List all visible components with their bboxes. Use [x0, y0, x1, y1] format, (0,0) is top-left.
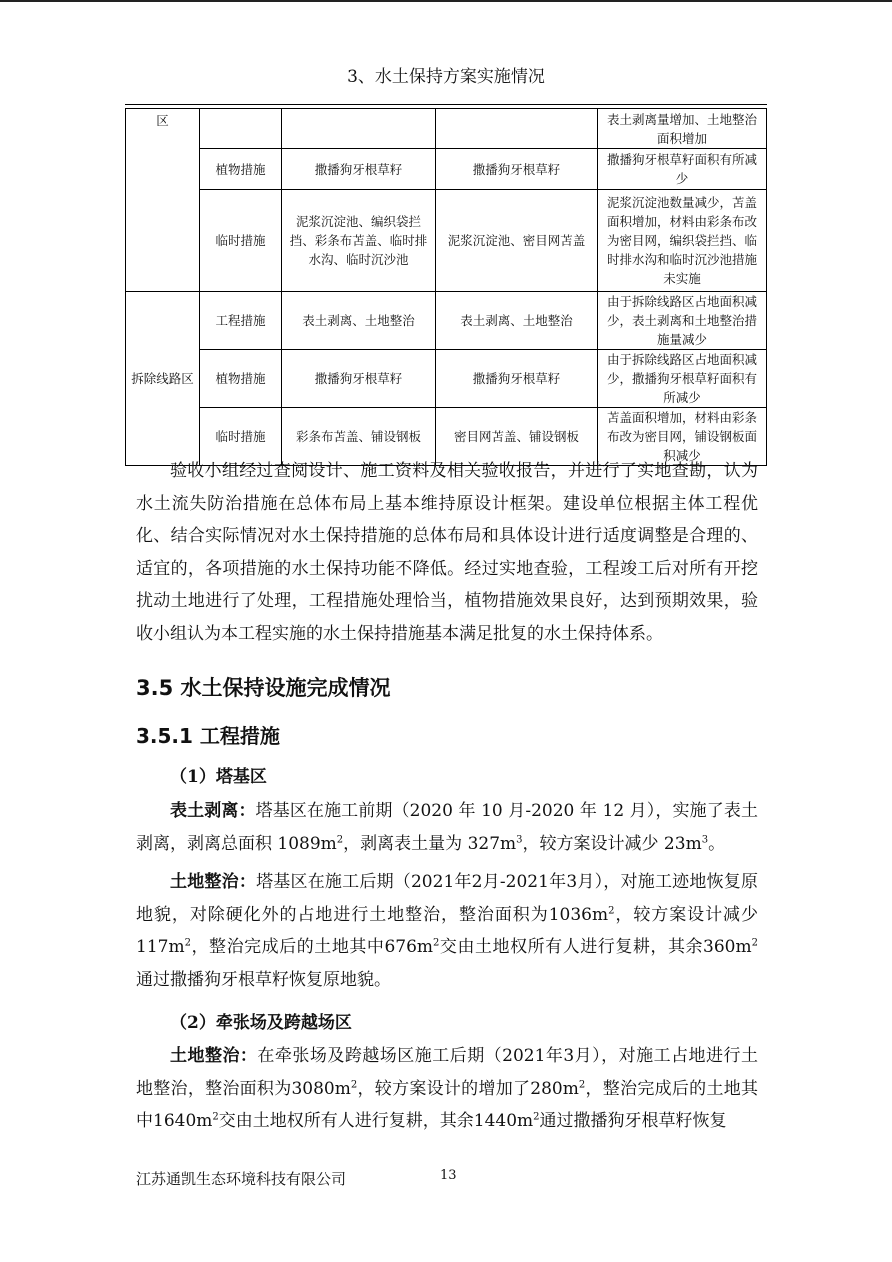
change-cell: 表土剥离量增加、土地整治面积增加: [598, 109, 767, 149]
change-cell: 苫盖面积增加，材料由彩条布改为密目网，铺设钢板面积减少: [598, 408, 767, 466]
paragraph-label: 土地整治：: [170, 1046, 258, 1066]
change-cell: 泥浆沉淀池数量减少，苫盖面积增加，材料由彩条布改为密目网，编织袋拦挡、临时排水沟和临时沉沙池措施未实施: [598, 190, 767, 292]
section-heading: 3.5 水土保持设施完成情况: [136, 676, 391, 700]
paragraph-label: 表土剥离：: [170, 801, 256, 821]
footer-company: 江苏通凯生态环境科技有限公司: [136, 1170, 347, 1188]
actual-measure-cell: [436, 109, 598, 149]
actual-measure-cell: 表土剥离、土地整治: [436, 292, 598, 350]
measure-type-cell: 临时措施: [200, 408, 282, 466]
actual-measure-cell: 撒播狗牙根草籽: [436, 350, 598, 408]
conclusion-paragraph: 验收小组经过查阅设计、施工资料及相关验收报告，并进行了实地查勘，认为水土流失防治措施在总体布局上基本维持原设计框架。建设单位根据主体工程优化、结合实际情况对水土保持措施的总体布局和具体设计进行适度调整是合理的、适宜的，各项措施的水土保持功能不降低。经过实地查验，工程竣工后对所有开挖扰动土地进行了处理，工程措施处理恰当，植物措施效果良好，达到预期效果，验收小组认为本工程实施的水土保持措施基本满足批复的水土保持体系。: [136, 461, 758, 644]
table-row: [126, 109, 767, 149]
table-row: [126, 149, 767, 190]
measure-type-cell: 工程措施: [200, 292, 282, 350]
table-row: [126, 190, 767, 292]
area-cell: 拆除线路区: [126, 292, 200, 466]
change-cell: 撒播狗牙根草籽面积有所减少: [598, 149, 767, 190]
measure-type-cell: 临时措施: [200, 190, 282, 292]
measure-type-cell: 植物措施: [200, 350, 282, 408]
plan-measure-cell: [282, 109, 436, 149]
paragraph-label: 土地整治：: [170, 872, 257, 892]
measure-type-cell: [200, 109, 282, 149]
page-number: 13: [440, 1168, 457, 1183]
table-row: [126, 350, 767, 408]
plan-measure-cell: 彩条布苫盖、铺设钢板: [282, 408, 436, 466]
measures-comparison-table: [125, 108, 767, 466]
land-rehabilitation-paragraph: 土地整治：塔基区在施工后期（2021年2月-2021年3月），对施工迹地恢复原地貌，对除硬化外的占地进行土地整治，整治面积为$1036m^2$，较方案设计减少$117m^2$，整治完成后的土地其中$676m^2$交由土地权所有人进行复耕，其余$360m^2$通过撒播狗牙根草籽恢复原地貌。: [136, 872, 759, 990]
change-cell: 由于拆除线路区占地面积减少，表土剥离和土地整治措施量减少: [598, 292, 767, 350]
area-cell: 区: [126, 109, 200, 292]
measure-type-cell: 植物措施: [200, 149, 282, 190]
plan-measure-cell: 表土剥离、土地整治: [282, 292, 436, 350]
actual-measure-cell: 泥浆沉淀池、密目网苫盖: [436, 190, 598, 292]
change-cell: 由于拆除线路区占地面积减少，撒播狗牙根草籽面积有所减少: [598, 350, 767, 408]
actual-measure-cell: 撒播狗牙根草籽: [436, 149, 598, 190]
actual-measure-cell: 密目网苫盖、铺设钢板: [436, 408, 598, 466]
topsoil-stripping-paragraph: 表土剥离：塔基区在施工前期（2020 年 10 月-2020 年 12 月），实施了表土剥离，剥离总面积 $1089m^2$，剥离表土量为 $327m^3$，较方案设计减少 $23m^3$。: [136, 801, 758, 854]
header-rule: [125, 104, 767, 105]
table-row: [126, 292, 767, 350]
running-header: 3、水土保持方案实施情况: [347, 67, 545, 87]
item-heading-tower-base: （1）塔基区: [170, 767, 267, 787]
page-top-border: [0, 0, 892, 2]
plan-measure-cell: 撒播狗牙根草籽: [282, 149, 436, 190]
plan-measure-cell: 泥浆沉淀池、编织袋拦挡、彩条布苫盖、临时排水沟、临时沉沙池: [282, 190, 436, 292]
item-heading-tension-site: （2）牵张场及跨越场区: [170, 1013, 352, 1033]
plan-measure-cell: 撒播狗牙根草籽: [282, 350, 436, 408]
subsection-heading: 3.5.1 工程措施: [136, 724, 280, 748]
tension-site-land-paragraph: 土地整治：在牵张场及跨越场区施工后期（2021年3月），对施工占地进行土地整治，整治面积为$3080m^2$，较方案设计的增加了$280m^2$，整治完成后的土地其中$1640m^2$交由土地权所有人进行复耕，其余$1440m^2$通过撒播狗牙根草籽恢复: [136, 1046, 758, 1131]
